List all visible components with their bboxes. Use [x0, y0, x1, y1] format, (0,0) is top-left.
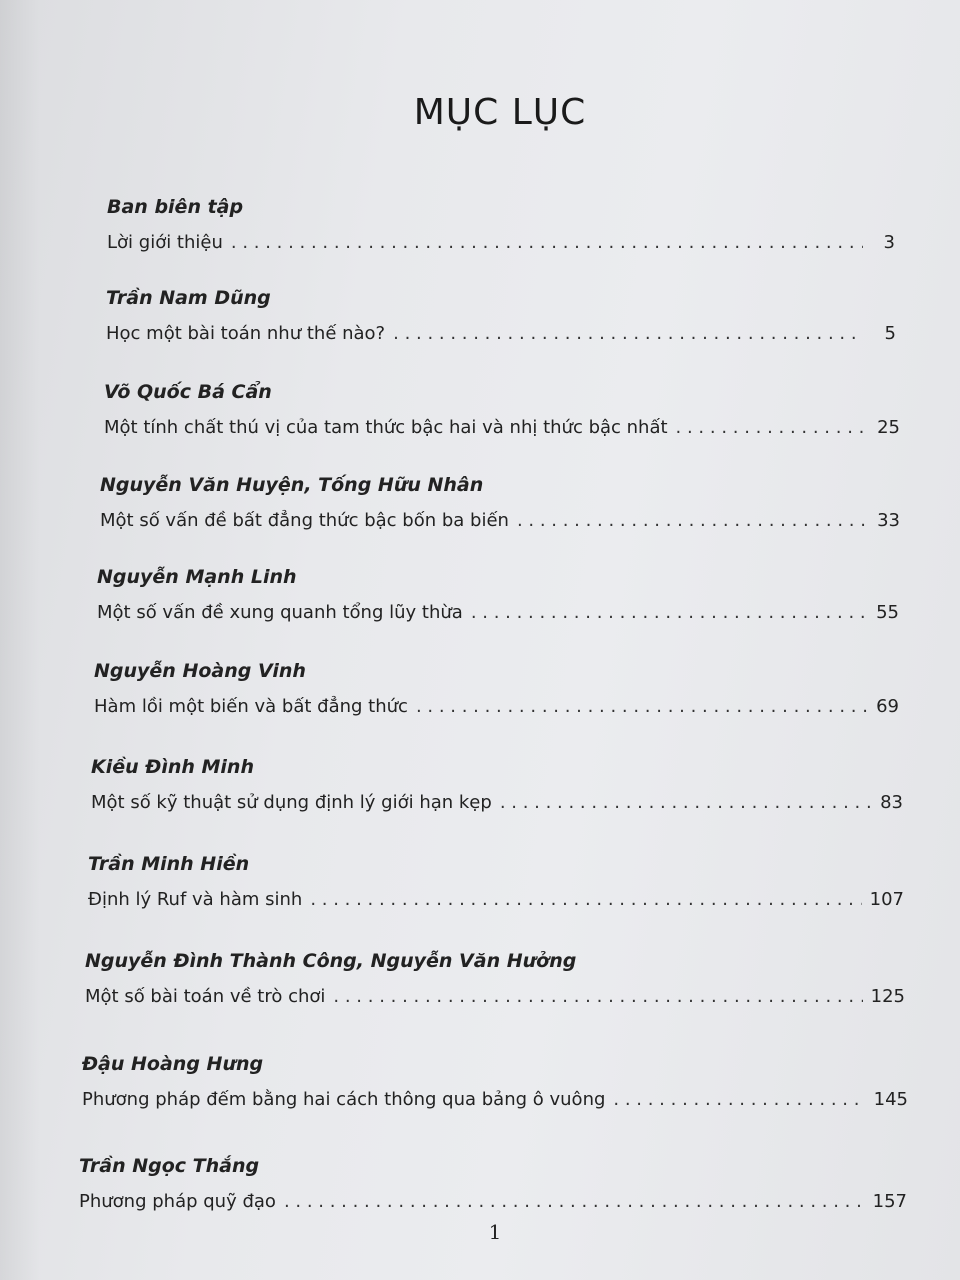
entry-author: Nguyễn Mạnh Linh	[97, 566, 297, 588]
entry-author: Nguyễn Đình Thành Công, Nguyễn Văn Hưởng	[85, 950, 577, 972]
toc-entry	[79, 1155, 907, 1212]
entry-article-title: Một số kỹ thuật sử dụng định lý giới hạn kẹp	[91, 792, 492, 813]
entry-article-title: Một số vấn đề bất đẳng thức bậc bốn ba biến	[100, 510, 509, 531]
entry-line	[97, 602, 899, 623]
entry-author: Trần Minh Hiền	[88, 853, 250, 875]
entry-author: Trần Nam Dũng	[106, 287, 271, 309]
entry-line	[88, 889, 904, 910]
dot-leader	[471, 602, 867, 623]
entry-line	[79, 1191, 907, 1212]
entry-page-number: 55	[876, 602, 899, 623]
entry-author: Đậu Hoàng Hưng	[82, 1053, 264, 1075]
dot-leader	[676, 417, 868, 438]
entry-page-number: 69	[876, 696, 899, 717]
entry-page-number: 5	[884, 323, 896, 344]
entry-article-title: Hàm lồi một biến và bất đẳng thức	[94, 696, 408, 717]
entry-line	[82, 1089, 908, 1110]
entry-line	[85, 986, 905, 1007]
dot-leader	[500, 792, 871, 813]
toc-entry	[107, 196, 927, 253]
entry-line	[100, 510, 900, 531]
entry-article-title: Phương pháp quỹ đạo	[79, 1191, 276, 1212]
entry-author: Nguyễn Văn Huyện, Tống Hữu Nhân	[100, 474, 484, 496]
entry-article-title: Học một bài toán như thế nào?	[106, 323, 386, 344]
entry-line	[106, 323, 896, 344]
entry-author: Nguyễn Hoàng Vinh	[94, 660, 306, 682]
toc-entry	[82, 1053, 908, 1110]
dot-leader	[231, 232, 863, 253]
dot-leader	[517, 510, 868, 531]
entry-line	[104, 417, 900, 438]
entry-article-title: Phương pháp đếm bằng hai cách thông qua bảng ô vuông	[82, 1089, 606, 1110]
entry-article-title: Một tính chất thú vị của tam thức bậc hai và nhị thức bậc nhất	[104, 417, 668, 438]
entry-author: Võ Quốc Bá Cẩn	[104, 381, 272, 403]
entry-line	[94, 696, 899, 717]
dot-leader	[310, 889, 861, 910]
toc-entry	[94, 660, 914, 717]
dot-leader	[613, 1089, 865, 1110]
page-shadow	[0, 0, 40, 1280]
toc-entry	[88, 853, 908, 910]
entry-article-title: Định lý Ruf và hàm sinh	[88, 889, 303, 910]
toc-entry	[97, 566, 917, 623]
entry-line	[107, 232, 895, 253]
entry-page-number: 83	[880, 792, 903, 813]
entry-article-title: Một số vấn đề xung quanh tổng lũy thừa	[97, 602, 463, 623]
entry-page-number: 125	[870, 986, 905, 1007]
entry-page-number: 3	[883, 232, 895, 253]
dot-leader	[416, 696, 867, 717]
entry-page-number: 107	[869, 889, 904, 910]
entry-author: Trần Ngọc Thắng	[79, 1155, 260, 1177]
entry-page-number: 145	[873, 1089, 908, 1110]
entry-article-title: Một số bài toán về trò chơi	[85, 986, 326, 1007]
toc-entry	[91, 756, 911, 813]
entry-page-number: 33	[877, 510, 900, 531]
entry-page-number: 25	[877, 417, 900, 438]
entry-page-number: 157	[872, 1191, 907, 1212]
dot-leader	[284, 1191, 865, 1212]
entry-author: Kiều Đình Minh	[91, 756, 254, 778]
toc-entry	[85, 950, 905, 1007]
toc-entry	[100, 474, 920, 531]
toc-entry	[106, 287, 926, 344]
toc-entry	[104, 381, 924, 438]
dot-leader	[333, 986, 862, 1007]
dot-leader	[393, 323, 864, 344]
entry-article-title: Lời giới thiệu	[107, 232, 223, 253]
entry-line	[91, 792, 903, 813]
page-number: 1	[488, 1220, 502, 1244]
entry-author: Ban biên tập	[107, 196, 244, 218]
toc-title: MỤC LỤC	[413, 92, 587, 133]
